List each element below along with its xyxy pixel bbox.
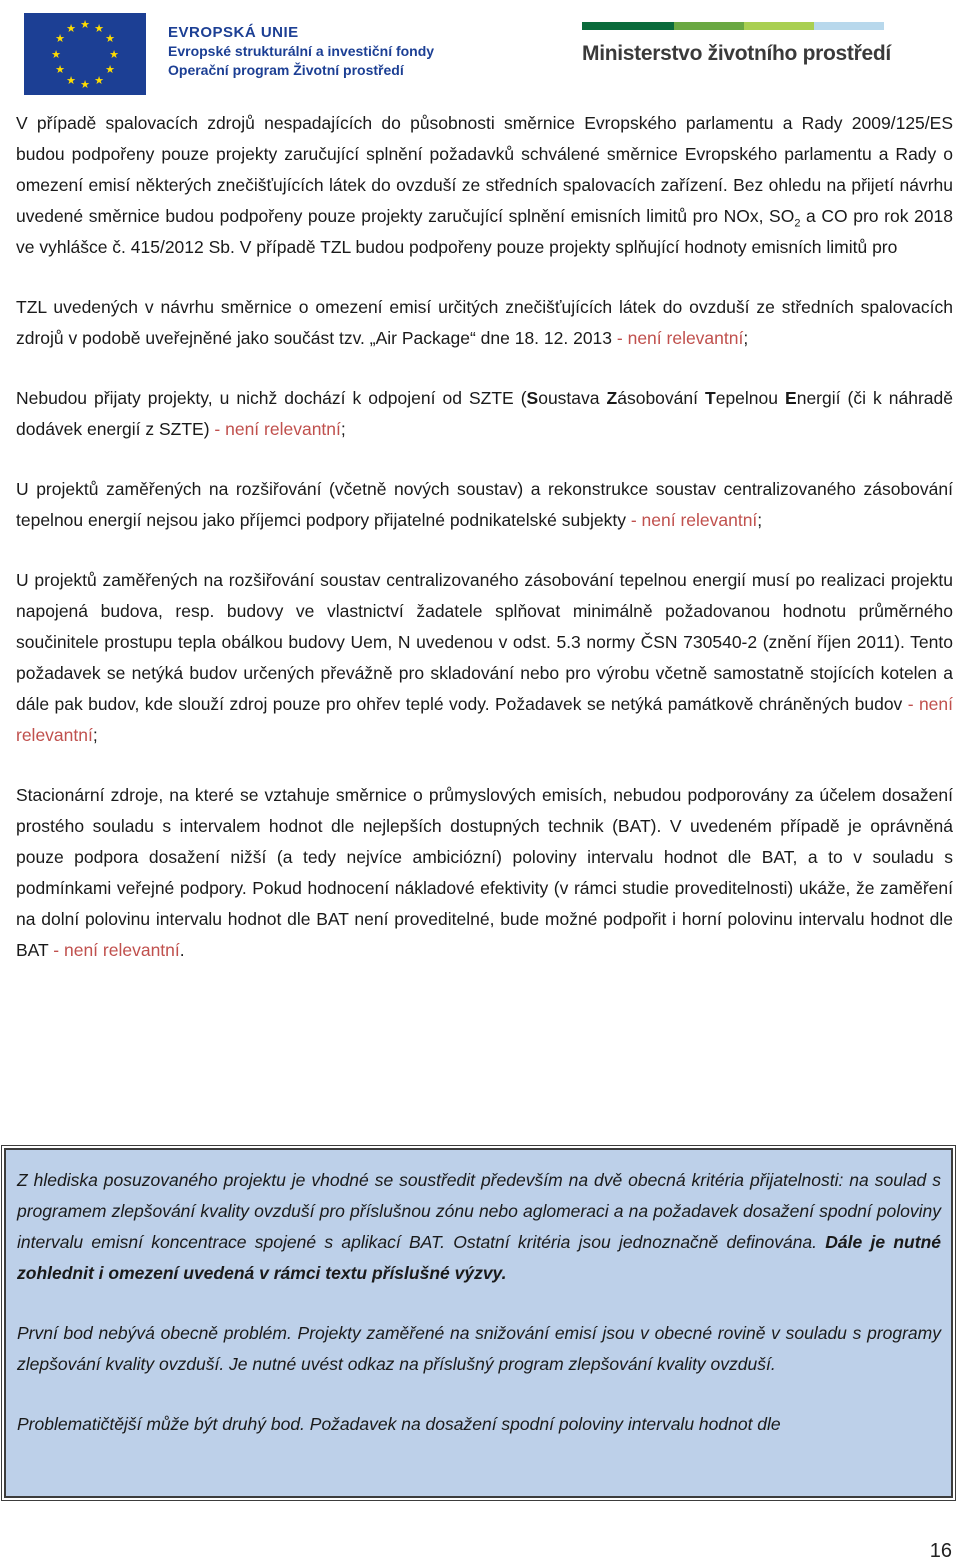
svg-text:★: ★	[109, 48, 119, 61]
not-relevant-label: - není relevantní	[214, 419, 341, 439]
svg-text:★: ★	[105, 32, 115, 45]
document-body	[16, 108, 953, 966]
eu-flag-logo	[24, 13, 146, 95]
ministry-logo	[582, 22, 891, 66]
eu-program-line: Operační program Životní prostředí	[168, 62, 404, 78]
not-relevant-label: - není relevantní	[16, 694, 953, 745]
svg-text:★: ★	[80, 78, 90, 91]
svg-text:★: ★	[51, 48, 61, 61]
svg-text:★: ★	[94, 22, 104, 35]
paragraph-szte: Nebudou přijaty projekty, u nichž dochází k odpojení od SZTE (Soustava Zásobování Tepelnou Energií (či k náhradě dodávek energií z SZTE) - není relevantní;	[16, 388, 953, 439]
ministry-color-bars	[582, 22, 884, 30]
not-relevant-label: - není relevantní	[616, 328, 744, 348]
note-box	[4, 1148, 953, 1498]
svg-text:★: ★	[55, 63, 65, 76]
note-paragraph-criteria: Z hlediska posuzovaného projektu je vhodné se soustředit především na dvě obecná kritéria přijatelnosti: na soulad s programem zlepšování kvality ovzduší pro příslušnou zónu nebo aglomeraci a na požadavek dosažení spodní poloviny intervalu emisní koncentrace spojené s aplikací BAT. Ostatní kritéria jsou jednoznačně definována. Dále je nutné zohlednit i omezení uvedená v rámci textu příslušné výzvy.	[17, 1170, 941, 1283]
paragraph-expansion: U projektů zaměřených na rozšiřování (včetně nových soustav) a rekonstrukce soustav centralizovaného zásobování tepelnou energií nejsou jako příjemci podpory přijatelné podnikatelské subjekty - není relevantní;	[16, 479, 953, 530]
page-header	[0, 0, 960, 105]
not-relevant-label: - není relevantní	[630, 510, 758, 530]
not-relevant-label: - není relevantní	[53, 940, 180, 960]
eu-logo-text	[168, 24, 434, 80]
paragraph-bat: Stacionární zdroje, na které se vztahuje směrnice o průmyslových emisích, nebudou podporovány za účelem dosažení prostého souladu s intervalem hodnot dle nejlepších dostupných technik (BAT). V uvedeném případě je oprávněná pouze podpora dosažení nižší (a tedy nejvíce ambiciózní) poloviny intervalu hodnot dle BAT, a to v souladu s podmínkami veřejné podpory. Pokud hodnocení nákladové efektivity (v rámci studie proveditelnosti) ukáže, že zaměření na dolní polovinu intervalu hodnot dle BAT není proveditelné, bude možné podpořit i horní polovinu intervalu hodnot dle BAT - není relevantní.	[16, 785, 953, 960]
page-number: 16	[929, 1540, 952, 1562]
svg-text:★: ★	[55, 32, 65, 45]
note-paragraph-first-point: První bod nebývá obecně problém. Projekty zaměřené na snižování emisí jsou v obecné rovině v souladu s programy zlepšování kvality ovzduší. Je nutné uvést odkaz na příslušný program zlepšování kvality ovzduší.	[17, 1323, 941, 1374]
svg-text:★: ★	[66, 22, 76, 35]
svg-text:★: ★	[94, 74, 104, 87]
paragraph-tzl: TZL uvedených v návrhu směrnice o omezení emisí určitých znečišťujících látek do ovzduší ze středních spalovacích zdrojů v podobě uveřejněné jako součást tzv. „Air Package“ dne 18. 12. 2013 - není relevantní;	[16, 297, 953, 348]
paragraph-combustion: V případě spalovacích zdrojů nespadajících do působnosti směrnice Evropského parlamentu a Rady 2009/125/ES budou podpořeny pouze projekty zaručující splnění požadavků schválené směrnice Evropského parlamentu a Rady o omezení emisí některých znečišťujících látek do ovzduší ze středních spalovacích zařízení. Bez ohledu na přijetí návrhu uvedené směrnice budou podpořeny pouze projekty zaručující splnění emisních limitů pro NOx, $SO_2$ a CO pro rok 2018 ve vyhlášce č. 415/2012 Sb. V případě TZL budou podpořeny pouze projekty splňující hodnoty emisních limitů pro	[16, 113, 953, 257]
note-paragraph-second-point: Problematičtější může být druhý bod. Požadavek na dosažení spodní poloviny intervalu hodnot dle	[17, 1414, 781, 1434]
ministry-name: Ministerstvo životního prostředí	[582, 42, 891, 65]
svg-text:★: ★	[80, 18, 90, 31]
svg-text:★: ★	[105, 63, 115, 76]
note-emphasis: Dále je nutné zohlednit i omezení uvedená v rámci textu příslušné výzvy.	[17, 1232, 941, 1283]
paragraph-building: U projektů zaměřených na rozšiřování soustav centralizovaného zásobování tepelnou energií musí po realizaci projektu napojená budova, resp. budovy ve vlastnictví žadatele splňovat minimálně požadovanou hodnotu průměrného součinitele prostupu tepla obálkou budovy Uem, N uvedenou v odst. 5.3 normy ČSN 730540-2 (znění říjen 2011). Tento požadavek se netýká budov určených převážně pro skladování nebo pro výrobu včetně samostatně stojících kotelen a dále pak budov, kde slouží zdroj pouze pro ohřev teplé vody. Požadavek se netýká památkově chráněných budov - není relevantní;	[16, 570, 953, 745]
eu-title: EVROPSKÁ UNIE	[168, 24, 299, 41]
svg-text:★: ★	[66, 74, 76, 87]
eu-funds-line: Evropské strukturální a investiční fondy	[168, 43, 435, 59]
